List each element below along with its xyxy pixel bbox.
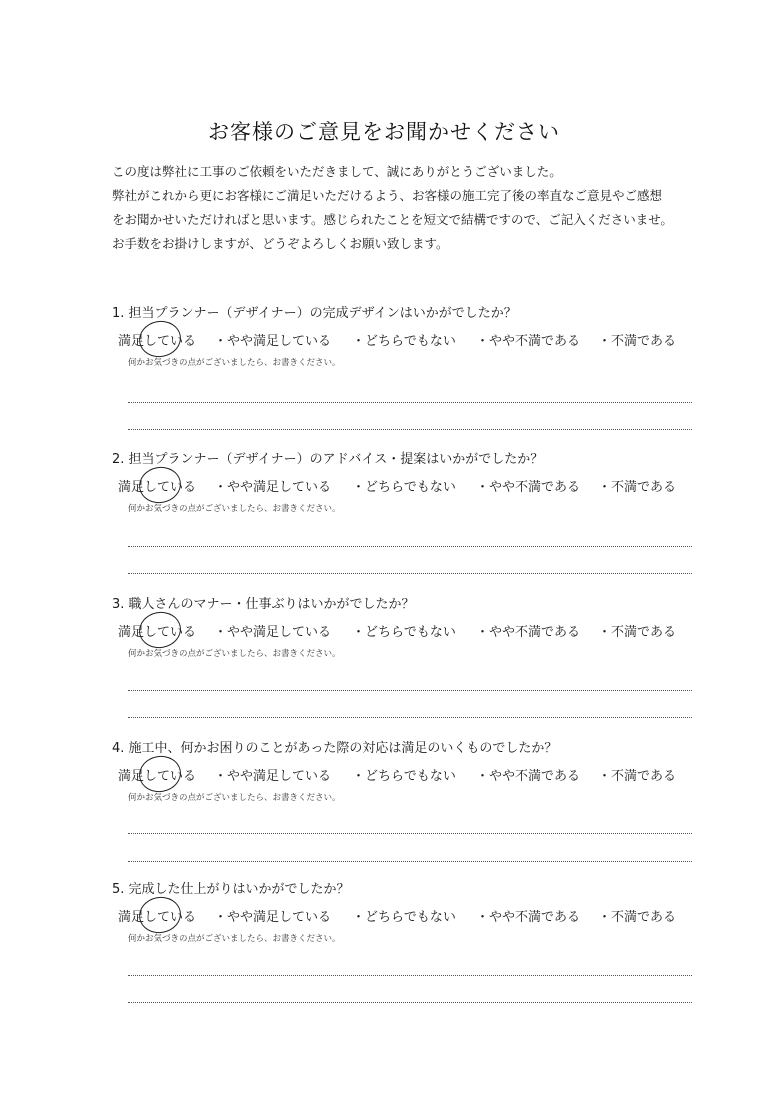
option-dissatisfied[interactable]: ・不満である [598,480,677,495]
option-dissatisfied[interactable]: ・不満である [598,910,677,925]
comment-prompt: 何かお気づきの点がございましたら、お書きください。 [128,504,341,514]
option-somewhat-dissatisfied[interactable]: ・やや不満である [476,625,581,640]
option-somewhat-satisfied[interactable]: ・やや満足している [214,625,332,640]
question-number: 4. [112,741,125,756]
intro-paragraph [112,160,712,256]
rating-options [118,330,718,350]
option-dissatisfied[interactable]: ・不満である [598,334,677,349]
option-satisfied[interactable]: 満足している [118,480,197,495]
comment-line[interactable] [128,429,692,430]
option-satisfied[interactable]: 満足している [118,910,197,925]
option-somewhat-dissatisfied[interactable]: ・やや不満である [476,910,581,925]
comment-line[interactable] [128,1002,692,1003]
comment-line[interactable] [128,402,692,403]
rating-options [118,621,718,641]
question-text [112,448,543,467]
question-5 [0,878,768,1008]
comment-prompt: 何かお気づきの点がございましたら、お書きください。 [128,934,341,944]
question-text [112,878,350,897]
question-3 [0,593,768,723]
comment-line[interactable] [128,833,692,834]
option-somewhat-dissatisfied[interactable]: ・やや不満である [476,334,581,349]
comment-prompt: 何かお気づきの点がございましたら、お書きください。 [128,649,341,659]
comment-prompt: 何かお気づきの点がございましたら、お書きください。 [128,358,341,368]
option-neutral[interactable]: ・どちらでもない [352,769,456,784]
question-label: 担当プランナー（デザイナー）の完成デザインはいかがでしたか？ [128,306,517,321]
question-text [112,593,415,612]
question-label: 担当プランナー（デザイナー）のアドバイス・提案はいかがでしたか？ [128,452,544,467]
rating-options [118,765,718,785]
option-somewhat-dissatisfied[interactable]: ・やや不満である [476,480,581,495]
question-label: 職人さんのマナー・仕事ぶりはいかがでしたか？ [128,597,415,612]
option-satisfied[interactable]: 満足している [118,625,197,640]
comment-line[interactable] [128,573,692,574]
option-somewhat-satisfied[interactable]: ・やや満足している [214,334,332,349]
question-1 [0,302,768,432]
comment-line[interactable] [128,861,692,862]
comment-line[interactable] [128,546,692,547]
form-title: お客様のご意見をお聞かせください [208,120,560,144]
option-somewhat-satisfied[interactable]: ・やや満足している [214,910,332,925]
option-neutral[interactable]: ・どちらでもない [352,334,456,349]
intro-line: 弊社がこれから更にお客様にご満足いただけるよう、お客様の施工完了後の率直なご意見やご感想 [112,188,663,203]
question-number: 5. [112,882,125,897]
rating-options [118,476,718,496]
option-neutral[interactable]: ・どちらでもない [352,910,456,925]
comment-prompt: 何かお気づきの点がございましたら、お書きください。 [128,793,341,803]
option-dissatisfied[interactable]: ・不満である [598,625,677,640]
option-dissatisfied[interactable]: ・不満である [598,769,677,784]
comment-line[interactable] [128,690,692,691]
question-label: 完成した仕上がりはいかがでしたか？ [128,882,350,897]
option-somewhat-satisfied[interactable]: ・やや満足している [214,769,332,784]
option-satisfied[interactable]: 満足している [118,769,197,784]
comment-line[interactable] [128,975,692,976]
comment-line[interactable] [128,717,692,718]
question-label: 施工中、何かお困りのことがあった際の対応は満足のいくものでしたか？ [128,741,558,756]
question-number: 2. [112,452,125,467]
option-neutral[interactable]: ・どちらでもない [352,625,456,640]
option-neutral[interactable]: ・どちらでもない [352,480,456,495]
question-4 [0,737,768,867]
intro-line: この度は弊社に工事のご依頼をいただきまして、誠にありがとうございました。 [112,164,562,179]
option-satisfied[interactable]: 満足している [118,334,197,349]
intro-line: をお聞かせいただければと思います。感じられたことを短文で結構ですので、ご記入くださいませ。 [112,212,673,227]
question-text [112,737,557,756]
question-number: 1. [112,306,125,321]
intro-line: お手数をお掛けしますが、どうぞよろしくお願い致します。 [112,236,449,251]
option-somewhat-satisfied[interactable]: ・やや満足している [214,480,332,495]
question-2 [0,448,768,578]
option-somewhat-dissatisfied[interactable]: ・やや不満である [476,769,581,784]
rating-options [118,906,718,926]
question-text [112,302,517,321]
question-number: 3. [112,597,125,612]
